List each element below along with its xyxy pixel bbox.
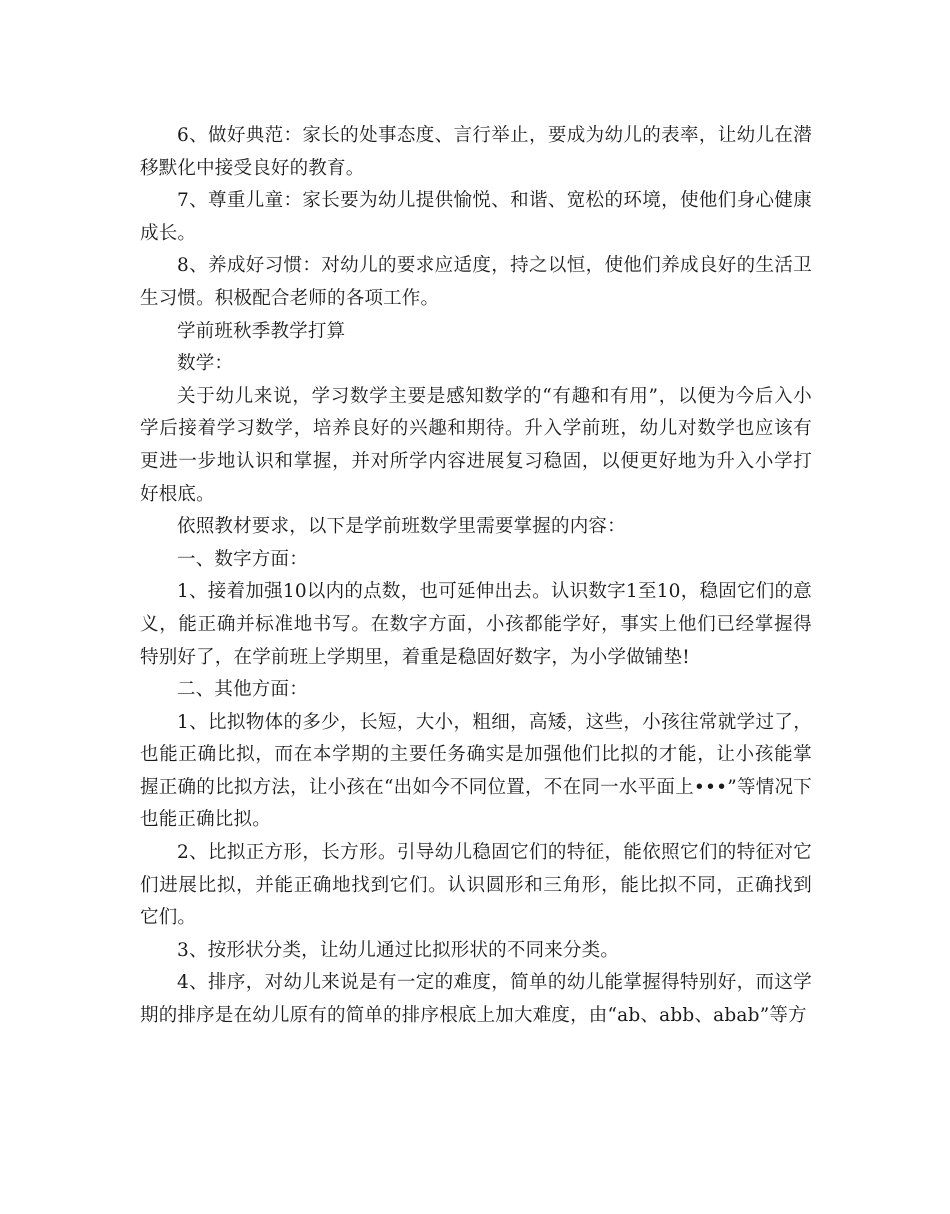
paragraph-numbers-item-1: 1、接着加强10以内的点数，也可延伸出去。认识数字1至10，稳固它们的意义，能正确并标准地书写。在数字方面，小孩都能学好，事实上他们已经掌握得特别好了，在学前班上学期里，着重是稳固好数字，为小学做铺垫!	[140, 581, 812, 668]
document-body	[140, 120, 812, 1033]
paragraph-good-habits: 8、养成好习惯：对幼儿的要求应适度，持之以恒，使他们养成良好的生活卫生习惯。积极配合老师的各项工作。	[140, 255, 812, 309]
heading-numbers: 一、数字方面：	[177, 548, 308, 570]
paragraph-curriculum-note: 依照教材要求，以下是学前班数学里需要掌握的内容：	[177, 516, 626, 538]
section-title: 学前班秋季教学打算	[177, 320, 346, 342]
heading-other-aspects: 二、其他方面：	[177, 679, 308, 701]
paragraph-sorting: 4、排序，对幼儿来说是有一定的难度，简单的幼儿能掌握得特别好，而这学期的排序是在幼儿原有的简单的排序根底上加大难度，由“ab、abb、abab”等方	[140, 972, 812, 1027]
paragraph-parent-role-model: 6、做好典范：家长的处事态度、言行举止，要成为幼儿的表率，让幼儿在潜移默化中接受良好的教育。	[140, 125, 812, 179]
subject-heading-math: 数学：	[177, 353, 234, 375]
paragraph-shapes: 2、比拟正方形，长方形。引导幼儿稳固它们的特征，能依照它们的特征对它们进展比拟，并能正确地找到它们。认识圆形和三角形，能比拟不同，正确找到它们。	[140, 842, 812, 929]
paragraph-respect-children: 7、尊重儿童：家长要为幼儿提供愉悦、和谐、宽松的环境，使他们身心健康成长。	[140, 190, 812, 244]
paragraph-classification: 3、按形状分类，让幼儿通过比拟形状的不同来分类。	[177, 939, 620, 961]
paragraph-comparison: 1、比拟物体的多少，长短，大小，粗细，高矮，这些，小孩往常就学过了，也能正确比拟，而在本学期的主要任务确实是加强他们比拟的才能，让小孩能掌握正确的比拟方法，让小孩在“出如今不同位置，不在同一水平面上•••”等情况下也能正确比拟。	[140, 711, 812, 831]
paragraph-math-intro: 关于幼儿来说，学习数学主要是感知数学的“有趣和有用”，以便为今后入小学后接着学习数学，培养良好的兴趣和期待。升入学前班，幼儿对数学也应该有更进一步地认识和掌握，并对所学内容进展复习稳固，以便更好地为升入小学打好根底。	[140, 385, 812, 505]
